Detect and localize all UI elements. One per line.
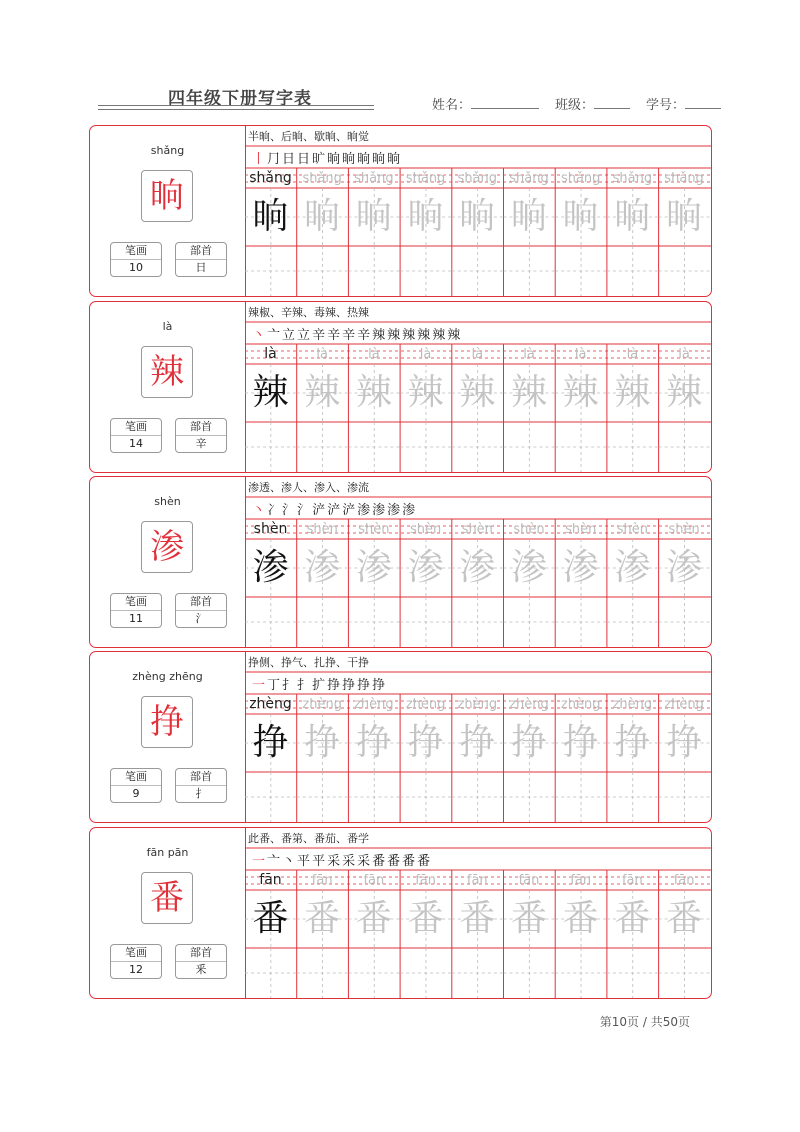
grid-pinyin-trace: fān — [415, 873, 436, 888]
title-underline — [98, 105, 374, 106]
radical-label: 部首 — [176, 243, 226, 260]
grid-char-trace[interactable]: 渗 — [666, 547, 703, 588]
grid-char-trace[interactable]: 番 — [666, 898, 703, 939]
grid-pinyin-trace: là — [678, 347, 690, 362]
stroke-order — [252, 499, 417, 518]
stroke-count-label: 笔画 — [111, 419, 161, 436]
stroke-count-value: 12 — [129, 963, 143, 976]
grid-pinyin-trace: shǎng — [560, 171, 601, 186]
grid-pinyin-trace: shǎng — [664, 171, 704, 186]
stroke-step: 晌 — [372, 152, 386, 167]
grid-char-trace[interactable]: 挣 — [614, 722, 651, 763]
grid-char-trace[interactable]: 晌 — [562, 196, 599, 237]
stroke-step: 渗 — [372, 503, 386, 518]
stroke-step: 浐 — [342, 503, 356, 518]
example-words: 辣椒、辛辣、毒辣、热辣 — [248, 306, 369, 319]
grid-char-model: 辣 — [252, 372, 289, 413]
stroke-order — [252, 148, 402, 167]
stroke-step: 辛 — [327, 328, 341, 343]
grid-char-trace[interactable]: 挣 — [666, 722, 703, 763]
grid-char-trace[interactable]: 晌 — [459, 196, 496, 237]
stroke-count-value: 9 — [132, 787, 140, 800]
grid-char-trace[interactable]: 番 — [407, 898, 444, 939]
grid-pinyin-trace: shèn — [565, 522, 597, 537]
stroke-step: 晌 — [342, 152, 356, 167]
grid-char-trace[interactable]: 晌 — [666, 196, 703, 237]
stroke-step: 辣 — [432, 328, 446, 343]
grid-char-trace[interactable]: 辣 — [614, 372, 651, 413]
grid-pinyin-trace: shèn — [409, 522, 442, 537]
character-pinyin: zhèng zhēng — [132, 670, 203, 683]
stroke-step: 一 — [252, 854, 266, 869]
stroke-count-box — [110, 768, 162, 803]
grid-pinyin-model: fān — [259, 872, 282, 888]
grid-char-trace[interactable]: 挣 — [407, 722, 444, 763]
grid-pinyin-trace: fān — [621, 873, 643, 888]
stroke-step: 浐 — [327, 503, 341, 518]
grid-pinyin-trace: shèn — [306, 522, 338, 537]
radical-label: 部首 — [176, 769, 226, 786]
character-info-panel — [90, 126, 246, 296]
grid-char-trace[interactable]: 辣 — [355, 372, 392, 413]
grid-pinyin-trace: shèn — [461, 522, 493, 537]
stroke-step: 采 — [357, 854, 371, 869]
radical-label: 部首 — [176, 594, 226, 611]
radical-box — [175, 242, 227, 277]
grid-char-trace[interactable]: 番 — [355, 898, 392, 939]
character-pinyin: shèn — [154, 495, 181, 508]
radical-box — [175, 768, 227, 803]
grid-char-trace[interactable]: 晌 — [304, 196, 341, 237]
grid-pinyin-trace: zhèng — [664, 697, 704, 712]
stroke-step: 浐 — [312, 503, 326, 518]
grid-pinyin-model: là — [264, 346, 277, 362]
grid-pinyin-trace: shǎng — [457, 171, 498, 186]
stroke-step: 扌 — [282, 678, 296, 693]
stroke-step: 平 — [312, 854, 326, 869]
page-title: 四年级下册写字表 — [168, 89, 312, 109]
grid-pinyin-trace: zhèng — [509, 697, 549, 712]
stroke-step: ⺆ — [267, 152, 281, 167]
character-card — [89, 125, 712, 297]
grid-char-trace[interactable]: 渗 — [510, 547, 547, 588]
stroke-count-label: 笔画 — [111, 243, 161, 260]
grid-char-trace[interactable]: 番 — [562, 898, 599, 939]
character-info-panel — [90, 828, 246, 998]
stroke-step: 挣 — [372, 678, 386, 693]
grid-pinyin-trace: fān — [570, 873, 592, 888]
grid-char-trace[interactable]: 辣 — [304, 372, 341, 413]
grid-char-trace[interactable]: 辣 — [510, 372, 547, 413]
example-words: 半晌、后晌、歇晌、晌觉 — [248, 130, 369, 143]
stroke-count-label: 笔画 — [111, 945, 161, 962]
character-display: 辣 — [141, 346, 193, 398]
grid-char-trace[interactable]: 渗 — [304, 547, 341, 588]
grid-pinyin-model: zhèng — [249, 696, 292, 712]
grid-pinyin-trace: fān — [363, 873, 385, 888]
character-info-panel — [90, 302, 246, 472]
grid-char-trace[interactable]: 番 — [459, 898, 496, 939]
character-info-panel — [90, 477, 246, 647]
example-words: 此番、番第、番茄、番学 — [248, 832, 369, 845]
stroke-step: 辣 — [387, 328, 401, 343]
stroke-step: 一 — [252, 678, 266, 693]
grid-pinyin-trace: shèn — [668, 522, 700, 537]
grid-char-trace[interactable]: 辣 — [562, 372, 599, 413]
name-label: 姓名： — [432, 98, 472, 113]
stroke-count-label: 笔画 — [111, 769, 161, 786]
grid-pinyin-trace: shǎng — [302, 171, 342, 186]
stroke-step: 渗 — [387, 503, 401, 518]
stroke-step: 挣 — [327, 678, 341, 693]
stroke-order — [252, 324, 462, 343]
grid-pinyin-trace: là — [316, 347, 328, 362]
grid-char-trace[interactable]: 渗 — [407, 547, 444, 588]
grid-char-model: 渗 — [252, 547, 289, 588]
stroke-count-box — [110, 242, 162, 277]
grid-pinyin-model: shǎng — [249, 170, 292, 186]
character-card — [89, 827, 712, 999]
character-card — [89, 651, 712, 823]
grid-char-trace[interactable]: 晌 — [407, 196, 444, 237]
character-display: 番 — [141, 872, 193, 924]
grid-pinyin-trace: fān — [518, 873, 540, 888]
stroke-step: 日 — [297, 152, 311, 167]
stroke-step: 丶 — [252, 328, 266, 343]
grid-pinyin-trace: shǎng — [354, 171, 394, 186]
radical-value: 釆 — [195, 963, 207, 976]
stroke-step: 采 — [342, 854, 356, 869]
grid-char-model: 挣 — [252, 722, 289, 763]
stroke-step: 晌 — [387, 152, 401, 167]
grid-char-trace[interactable]: 番 — [304, 898, 341, 939]
stroke-step: 亠 — [267, 854, 281, 869]
grid-pinyin-trace: là — [626, 347, 639, 362]
radical-value: 辛 — [195, 437, 207, 450]
stroke-step: 辣 — [402, 328, 416, 343]
grid-pinyin-trace: fān — [311, 873, 333, 888]
stroke-count-box — [110, 944, 162, 979]
stroke-step: 辛 — [342, 328, 356, 343]
character-display: 挣 — [141, 696, 193, 748]
title-underline-2 — [98, 109, 374, 110]
stroke-step: 辛 — [357, 328, 371, 343]
grid-char-model: 番 — [252, 898, 289, 939]
grid-pinyin-trace: shǎng — [509, 171, 549, 186]
grid-pinyin-trace: shǎng — [405, 171, 446, 186]
grid-pinyin-trace: shǎng — [612, 171, 653, 186]
stroke-step: 辣 — [417, 328, 431, 343]
grid-pinyin-trace: zhèng — [560, 697, 601, 712]
example-words: 渗透、渗人、渗入、渗流 — [248, 481, 369, 494]
character-info-panel — [90, 652, 246, 822]
stroke-step: 采 — [327, 854, 341, 869]
radical-label: 部首 — [176, 945, 226, 962]
character-display: 晌 — [141, 170, 193, 222]
grid-char-trace[interactable]: 辣 — [459, 372, 496, 413]
stroke-step: 丁 — [267, 678, 281, 693]
radical-value: 氵 — [195, 612, 207, 625]
stroke-step: 渗 — [402, 503, 416, 518]
grid-pinyin-trace: là — [368, 347, 380, 362]
stroke-step: 辛 — [312, 328, 326, 343]
grid-char-trace[interactable]: 挣 — [562, 722, 599, 763]
grid-pinyin-trace: shèn — [358, 522, 390, 537]
character-pinyin: fān pān — [146, 846, 189, 859]
stroke-step: 番 — [417, 854, 431, 869]
grid-char-trace[interactable]: 渗 — [459, 547, 496, 588]
grid-pinyin-trace: shèn — [616, 522, 649, 537]
stroke-step: 立 — [297, 328, 311, 343]
grid-char-trace[interactable]: 渗 — [614, 547, 651, 588]
grid-pinyin-model: shèn — [253, 521, 288, 537]
stroke-step: 丨 — [252, 152, 266, 167]
grid-pinyin-trace: là — [471, 347, 484, 362]
grid-char-trace[interactable]: 番 — [614, 898, 651, 939]
stroke-step: 辣 — [447, 328, 461, 343]
grid-char-trace[interactable]: 晌 — [614, 196, 651, 237]
stroke-count-box — [110, 418, 162, 453]
page-number: 第10页 / 共50页 — [599, 1015, 690, 1029]
stroke-count-value: 14 — [129, 437, 143, 450]
stroke-step: 挣 — [357, 678, 371, 693]
grid-pinyin-trace: fān — [466, 873, 488, 888]
example-words: 挣侧、挣气、扎挣、干挣 — [248, 656, 369, 669]
radical-value: 扌 — [195, 787, 207, 800]
grid-char-trace[interactable]: 挣 — [510, 722, 547, 763]
grid-pinyin-trace: zhèng — [612, 697, 653, 712]
character-card — [89, 301, 712, 473]
stroke-order — [252, 850, 432, 869]
grid-pinyin-trace: zhèng — [405, 697, 446, 712]
stroke-count-box — [110, 593, 162, 628]
stroke-step: 旷 — [312, 152, 326, 167]
radical-box — [175, 418, 227, 453]
grid-char-trace[interactable]: 晌 — [510, 196, 547, 237]
stroke-step: 晌 — [327, 152, 341, 167]
stroke-count-value: 10 — [129, 261, 143, 274]
stroke-step: 辣 — [372, 328, 386, 343]
stroke-step: 扩 — [312, 678, 326, 693]
stroke-order — [252, 674, 387, 693]
grid-char-trace[interactable]: 渗 — [562, 547, 599, 588]
character-card — [89, 476, 712, 648]
name-blank[interactable] — [471, 96, 539, 109]
radical-box — [175, 593, 227, 628]
stroke-step: 番 — [402, 854, 416, 869]
grid-char-trace[interactable]: 晌 — [355, 196, 392, 237]
character-pinyin: là — [162, 320, 173, 333]
grid-char-trace[interactable]: 渗 — [355, 547, 392, 588]
radical-value: 日 — [195, 261, 207, 274]
grid-pinyin-trace: fān — [673, 873, 695, 888]
grid-pinyin-trace: zhèng — [457, 697, 498, 712]
stroke-step: 立 — [282, 328, 296, 343]
character-pinyin: shǎng — [150, 144, 185, 157]
stroke-step: 挣 — [342, 678, 356, 693]
grid-char-trace[interactable]: 番 — [510, 898, 547, 939]
stroke-step: 氵 — [297, 503, 311, 518]
stroke-step: 日 — [282, 152, 296, 167]
grid-char-trace[interactable]: 辣 — [407, 372, 444, 413]
grid-char-trace[interactable]: 挣 — [304, 722, 341, 763]
stroke-step: 渗 — [357, 503, 371, 518]
stroke-step: 丶 — [282, 854, 296, 869]
grid-pinyin-trace: zhèng — [302, 697, 342, 712]
class-label: 班级： — [555, 98, 595, 113]
class-blank[interactable] — [594, 96, 630, 109]
grid-char-trace[interactable]: 挣 — [459, 722, 496, 763]
stroke-step: 氵 — [282, 503, 296, 518]
grid-char-trace[interactable]: 辣 — [666, 372, 703, 413]
stroke-step: 丶 — [252, 503, 266, 518]
grid-char-model: 晌 — [252, 196, 289, 237]
radical-box — [175, 944, 227, 979]
grid-pinyin-trace: là — [419, 347, 432, 362]
grid-pinyin-trace: là — [523, 347, 535, 362]
stroke-step: 冫 — [267, 503, 281, 518]
stroke-count-label: 笔画 — [111, 594, 161, 611]
grid-char-trace[interactable]: 挣 — [355, 722, 392, 763]
radical-label: 部首 — [176, 419, 226, 436]
id-blank[interactable] — [685, 96, 721, 109]
character-display: 渗 — [141, 521, 193, 573]
stroke-step: 晌 — [357, 152, 371, 167]
grid-pinyin-trace: shèn — [513, 522, 545, 537]
stroke-step: 番 — [372, 854, 386, 869]
id-label: 学号： — [646, 98, 686, 113]
student-info-fields — [432, 94, 721, 113]
stroke-step: 番 — [387, 854, 401, 869]
stroke-step: 扌 — [297, 678, 311, 693]
stroke-step: 平 — [297, 854, 311, 869]
grid-pinyin-trace: zhèng — [354, 697, 394, 712]
grid-pinyin-trace: là — [574, 347, 587, 362]
stroke-count-value: 11 — [129, 612, 143, 625]
stroke-step: 亠 — [267, 328, 281, 343]
